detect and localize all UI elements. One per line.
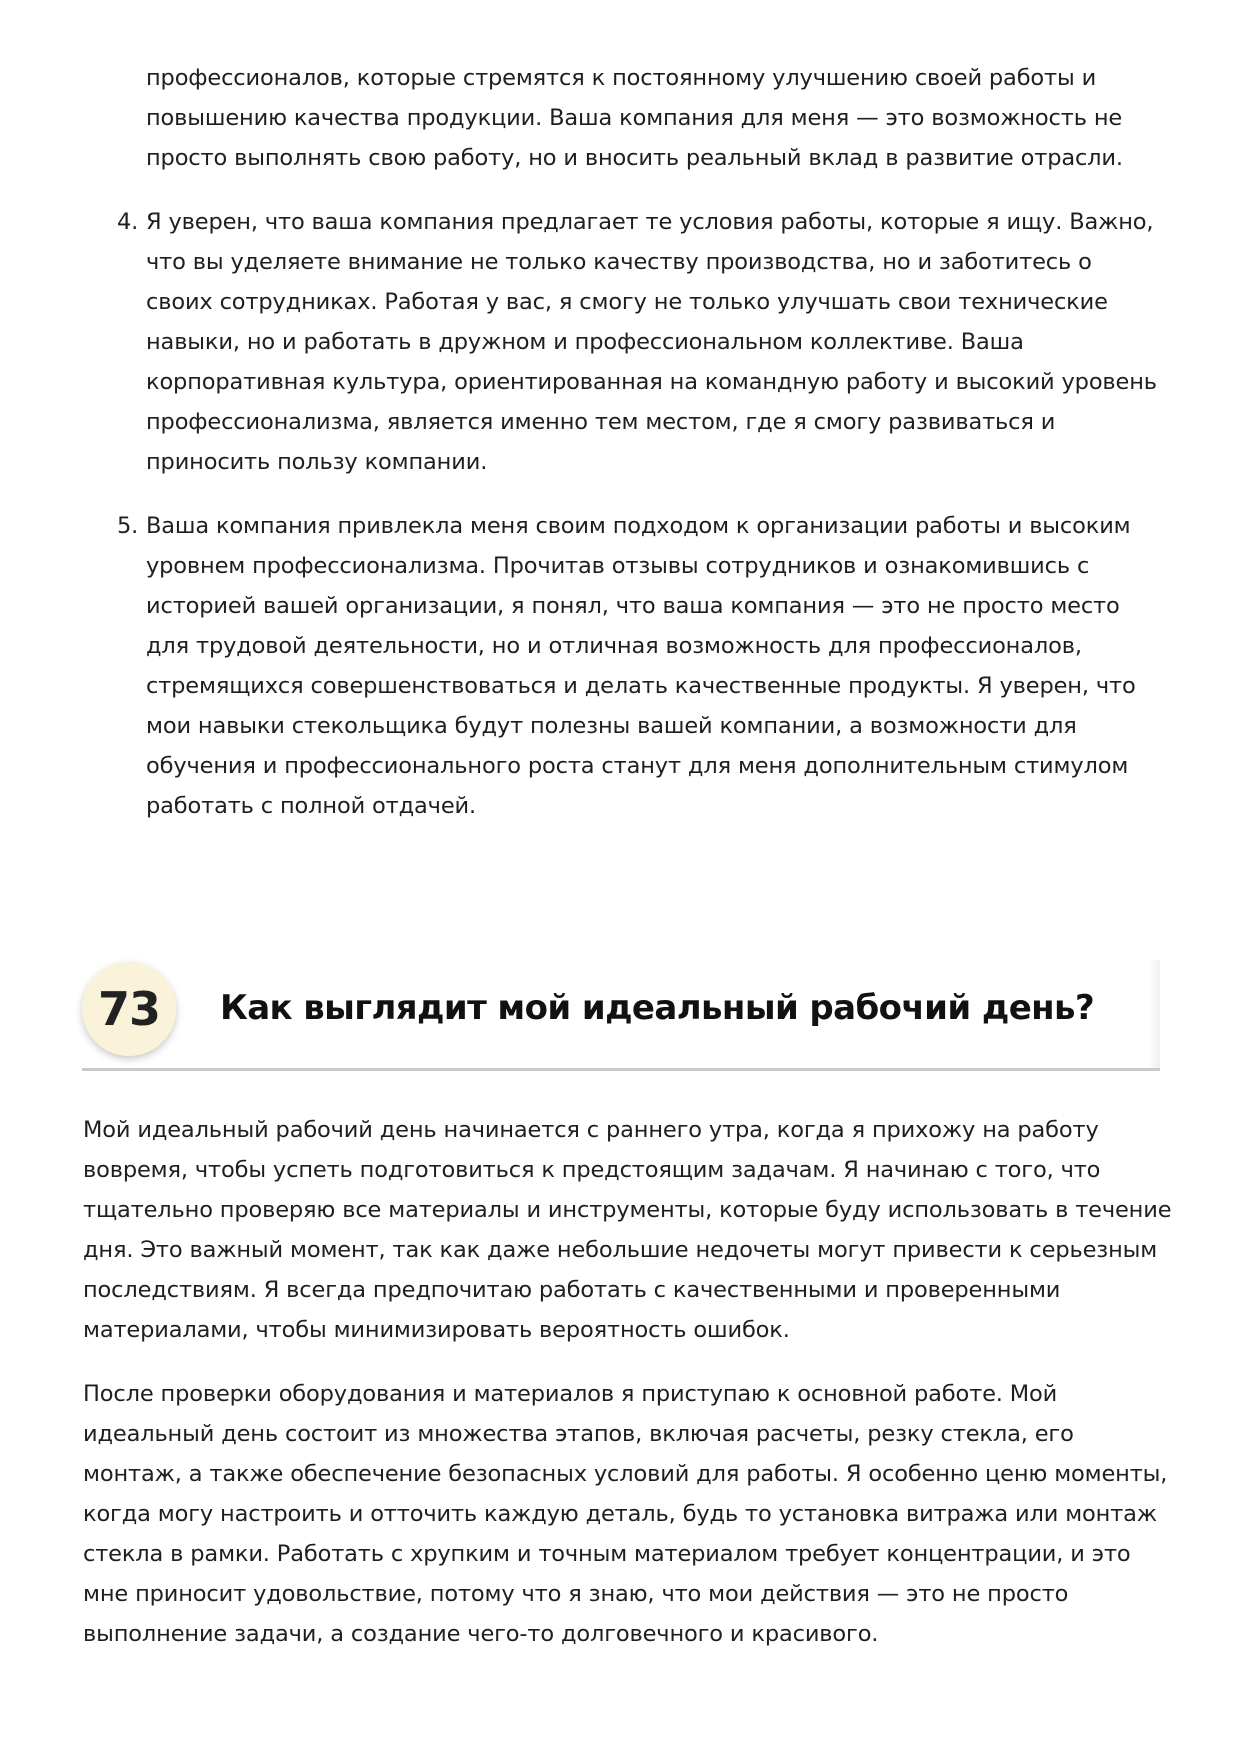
list-item-text: Ваша компания привлекла меня своим подходом к организации работы и высоким уровнем профессионализма. Прочитав отзывы сотрудников и ознакомившись с историей вашей организации, я понял, что ваша компания — это не просто место для трудовой деятельности, но и отличная возможность для профессионалов, стремящихся совершенствоваться и делать качественные продукты. Я уверен, что мои навыки стекольщика будут полезны вашей компании, а возможности для обучения и профессионального роста станут для меня дополнительным стимулом работать с полной отдачей. (146, 513, 1136, 819)
section-divider (82, 1068, 1160, 1071)
section-body (83, 1110, 1173, 1678)
section-header (82, 960, 1160, 1072)
list-item-number: 5. (117, 513, 139, 539)
paragraph-2: После проверки оборудования и материалов я приступаю к основной работе. Мой идеальный день состоит из множества этапов, включая расчеты, резку стекла, его монтаж, а также обеспечение безопасных условий для работы. Я особенно ценю моменты, когда могу настроить и отточить каждую деталь, будь то установка витража или монтаж стекла в рамки. Работать с хрупким и точным материалом требует концентрации, и это мне приносит удовольствие, потому что я знаю, что мои действия — это не просто выполнение задачи, а создание чего-то долговечного и красивого. (83, 1381, 1168, 1647)
list-item-text: профессионалов, которые стремятся к постоянному улучшению своей работы и повышению качества продукции. Ваша компания для меня — это возможность не просто выполнять свою работу, но и вносить реальный вклад в развитие отрасли. (146, 65, 1123, 171)
paragraph-1: Мой идеальный рабочий день начинается с раннего утра, когда я прихожу на работу вовремя, чтобы успеть подготовиться к предстоящим задачам. Я начинаю с того, что тщательно проверяю все материалы и инструменты, которые буду использовать в течение дня. Это важный момент, так как даже небольшие недочеты могут привести к серьезным последствиям. Я всегда предпочитаю работать с качественными и проверенными материалами, чтобы минимизировать вероятность ошибок. (83, 1117, 1172, 1343)
section-number-badge: 73 (82, 962, 176, 1056)
section-title: Как выглядит мой идеальный рабочий день? (220, 988, 1095, 1028)
list-item-5 (0, 506, 1239, 826)
numbered-list (0, 58, 1239, 850)
header-shade (1148, 960, 1160, 1068)
list-item-text: Я уверен, что ваша компания предлагает те условия работы, которые я ищу. Важно, что вы уделяете внимание не только качеству производства, но и заботитесь о своих сотрудниках. Работая у вас, я смогу не только улучшать свои технические навыки, но и работать в дружном и профессиональном коллективе. Ваша корпоративная культура, ориентированная на командную работу и высокий уровень профессионализма, является именно тем местом, где я смогу развиваться и приносить пользу компании. (146, 209, 1157, 475)
list-item-continued (0, 58, 1239, 178)
list-item-4 (0, 202, 1239, 482)
list-item-number: 4. (117, 209, 139, 235)
